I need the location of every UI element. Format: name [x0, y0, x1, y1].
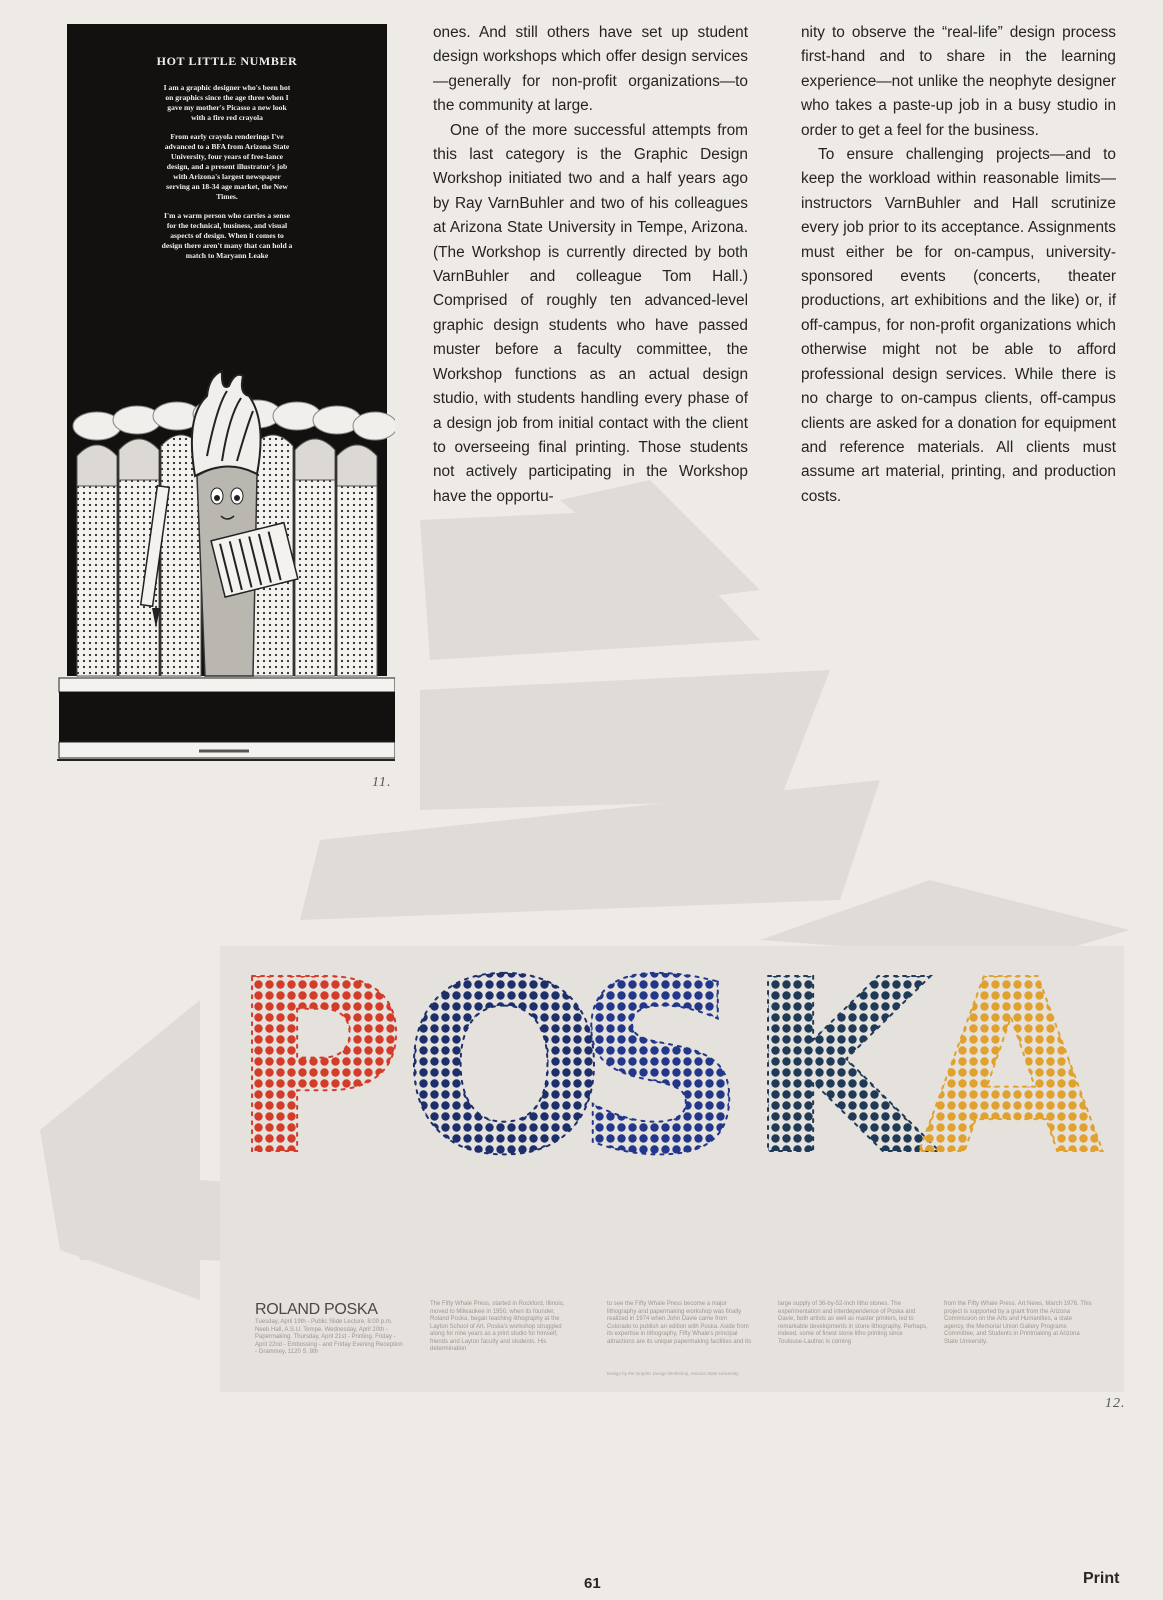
figure-12-number: 12. — [1105, 1396, 1126, 1411]
poska-letter-a: A — [918, 946, 1104, 1208]
matchbook-paragraph: I am a graphic designer who's been hot on graphics since the age three when I gave my mother's Picasso a new look with a fire red crayola — [163, 83, 291, 122]
poster-text-column: from the Fifty Whale Press. Art News, March 1976. This project is supported by a grant from the Arizona Commission on the Arts and Humanities, a state agency, the Memorial Union Gallery Programs Committee, and Students in Printmaking at Arizona State University. — [944, 1301, 1092, 1345]
poster-text-column: The Fifty Whale Press, started in Rockford, Illinois, moved to Milwaukee in 1950, when its founder, Roland Poska, began teaching lithography at the Layton School of Art. Poska's workshop struggled along for nine years as a print studio for himself, friends and Layton faculty and students. His determination — [430, 1301, 565, 1352]
article-paragraph: nity to observe the “real-life” design process first-hand and to share in the learning experience—not unlike the neophyte designer who takes a paste-up job in a busy studio in order to get a feel for the business. — [801, 24, 1116, 139]
matchbook-illustration — [57, 346, 395, 769]
poska-letter-k: K — [746, 946, 932, 1208]
poster-schedule: Tuesday, April 19th - Public Slide Lecture, 8:00 p.m. Neeb Hall, A.S.U. Tempe. Wednesday, April 20th - Papermaking. Thursday, April 21st - Printing. Friday - April 22nd - Embossing - and Friday Evening Reception - Grammey, 1120 S. 8th — [255, 1319, 403, 1355]
article-paragraph: ones. And still others have set up student design workshops which offer design services—generally for non-profit organizations—to the community at large. — [433, 24, 748, 115]
article-column-left — [433, 21, 748, 509]
article-column-right — [801, 21, 1116, 509]
article-paragraph: To ensure challenging projects—and to keep the workload within reasonable limits—instructors VarnBuhler and Hall scrutinize every job prior to its acceptance. Assignments must either be for on-campus, university-sponsored events (concerts, theater productions, art exhibitions and the like) or, if off-campus, for non-profit organizations which otherwise might not be able to afford professional design services. While there is no charge to on-campus clients, off-campus clients are asked for a donation for equipment and reference materials. All clients must assume art material, printing, and production costs. — [801, 146, 1116, 505]
publication-name: Print — [1083, 1570, 1120, 1587]
figure-11-number: 11. — [372, 775, 392, 790]
poster-text-column: to see the Fifty Whale Press become a major lithography and papermaking workshop was finally realized in 1974 when John Davie came from Colorado to publish an edition with Poska. Aside from its expertise in lithography, Fifty Whale's principal attractions are its unique papermaking facilities and its — [607, 1301, 752, 1345]
figure-12-poster — [220, 946, 1124, 1392]
matchbook-paragraph: I'm a warm person who carries a sense for the technical, business, and visual aspects of design. When it comes to design there aren't many that can hold a match to Maryann Leake — [161, 211, 293, 260]
poska-halftone-word — [220, 946, 1124, 1286]
matchbook-cover — [67, 24, 387, 346]
poska-letter-p: P — [230, 946, 406, 1208]
matchbook-paragraph: From early crayola renderings I've advanced to a BFA from Arizona State University, four years of free-lance design, and a present illustrator's job with Arizona's largest newspaper serving an 18-34 age market, the New Times. — [164, 132, 290, 201]
poska-letter-o: O — [402, 946, 607, 1208]
poster-text-column: large supply of 36-by-52-inch litho stones. The experimentation and interdependence of Poska and Davie, both artists as well as master printers, led to remarkable developments in stone lithography. Perhaps, indeed, some of finest stone litho printing since Toulouse-Lautrec is coming — [778, 1301, 928, 1345]
matchbook-title: HOT LITTLE NUMBER — [156, 54, 298, 68]
figure-11-matchbook — [57, 24, 395, 769]
poster-fine-print: Design by the Graphic Design Workshop, Arizona State University — [607, 1371, 739, 1376]
poster-heading: ROLAND POSKA — [255, 1301, 378, 1318]
page-number: 61 — [584, 1575, 601, 1592]
article-paragraph: One of the more successful attempts from this last category is the Graphic Design Workshop initiated two and a half years ago by Ray VarnBuhler and two of his colleagues at Arizona State University in Tempe, Arizona. (The Workshop is currently directed by both VarnBuhler and colleague Tom Hall.) Comprised of roughly ten advanced-level graphic design students who have passed muster before a faculty committee, the Workshop functions as an actual design studio, with students handling every phase of a design job from initial contact with the client to overseeing final printing. Those students not actively participating in the Workshop have the opportu- — [433, 121, 748, 505]
poska-letter-s: S — [574, 946, 747, 1208]
